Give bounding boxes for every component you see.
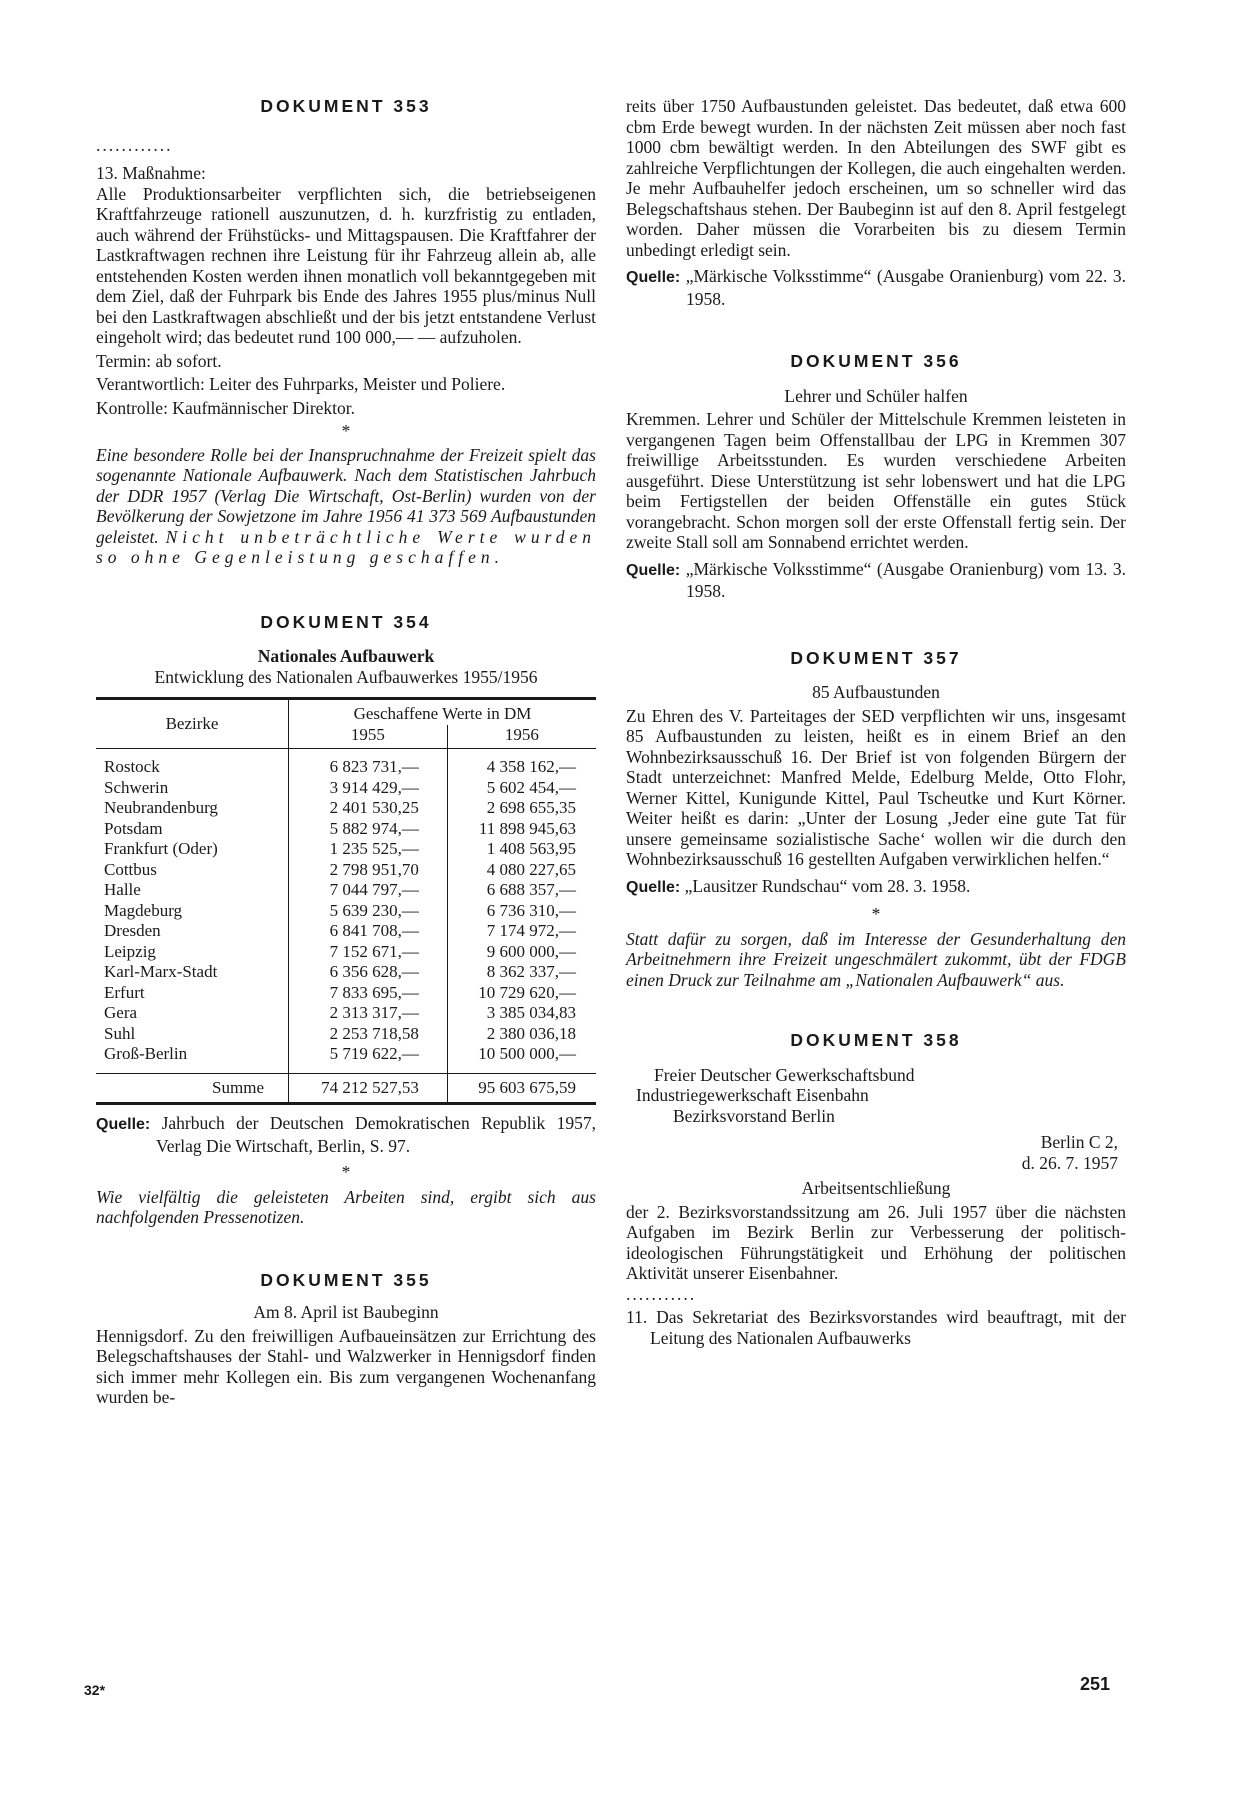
- doc358-org1: Freier Deutscher Gewerkschaftsbund: [654, 1064, 915, 1085]
- doc358-heading: DOKUMENT 358: [790, 1030, 962, 1050]
- table-row: [96, 901, 596, 922]
- table-row: [96, 798, 596, 819]
- table-row: [96, 819, 596, 840]
- doc358-org3: Bezirksvorstand Berlin: [673, 1105, 835, 1126]
- bezirk-name: Magdeburg: [104, 900, 183, 920]
- value-1956: 8 362 337,—: [447, 962, 596, 983]
- col-group: Geschaffene Werte in DM: [289, 699, 597, 725]
- doc358-date: d. 26. 7. 1957: [1021, 1152, 1118, 1173]
- doc353-body: Alle Produktionsarbeiter verpflichten sich, die betriebseigenen Kraftfahrzeuge rationell auszunutzen, d. h. kurzfristig zu entladen, auch während der Frühstücks- und Mittagspausen. Die Kraftfahrer der Lastkraftwagen rechnen ihre Leistung für ihr Fahrzeug allein ab, alle entstehenden Kosten werden ihnen monatlich voll bekanntgegeben mit dem Ziel, daß der Fuhrpark bis Ende des Jahres 1955 plus/minus Null bei den Lastkraftwagen abschließt und der bis jetzt entstandene Verlust eingeholt wird; das bedeutet rund 100 000,— — aufzuholen.: [96, 183, 596, 347]
- value-1955: 2 401 530,25: [289, 798, 448, 819]
- table-row: [96, 839, 596, 860]
- value-1955: 5 882 974,—: [289, 819, 448, 840]
- doc353-star: *: [341, 421, 351, 441]
- bezirk-name: Leipzig: [104, 941, 156, 961]
- value-1955: 2 253 718,58: [289, 1024, 448, 1045]
- doc356-title: Lehrer und Schüler halfen: [784, 385, 968, 406]
- bezirk-name: Potsdam: [104, 818, 163, 838]
- value-1956: 6 688 357,—: [447, 880, 596, 901]
- table-row: [96, 983, 596, 1004]
- page-number: 251: [1080, 1674, 1111, 1694]
- value-1956: 2 380 036,18: [447, 1024, 596, 1045]
- value-1956: 1 408 563,95: [447, 839, 596, 860]
- value-1955: 5 719 622,—: [289, 1044, 448, 1065]
- quelle-label: Quelle:: [626, 269, 681, 286]
- quelle-label: Quelle:: [96, 1116, 151, 1133]
- bezirk-name: Schwerin: [104, 777, 169, 797]
- doc353-heading: DOKUMENT 353: [260, 96, 432, 116]
- value-1956: 4 358 162,—: [447, 757, 596, 778]
- value-1956: 11 898 945,63: [447, 819, 596, 840]
- value-1956: 5 602 454,—: [447, 778, 596, 799]
- table-row: [96, 1044, 596, 1065]
- table-row: [96, 921, 596, 942]
- doc358-place: Berlin C 2,: [1040, 1132, 1118, 1152]
- table-row: [96, 1024, 596, 1045]
- doc353-comment-a: Eine besondere Rolle bei der Inanspruchnahme der Freizeit spielt das sogenannte Nationale Aufbauwerk. Nach dem Statistischen Jahrbuch der DDR 1957 (Verlag Die Wirtschaft, Ost-Berlin) wurden von der Bevölkerung der Sowjetzone im Jahre 1956 41 373 569 Aufbaustunden geleistet.: [96, 444, 596, 547]
- value-1955: 7 833 695,—: [289, 983, 448, 1004]
- doc353-verantwortlich: Verantwortlich: Leiter des Fuhrparks, Meister und Poliere.: [96, 374, 506, 394]
- doc357-comment: Statt dafür zu sorgen, daß im Interesse der Gesunderhaltung den Arbeitnehmern ihre Freizeit ungeschmälert zukommt, übt der FDGB einen Druck zur Teilnahme am „Nationalen Aufbauwerk“ aus.: [626, 928, 1126, 990]
- value-1955: 2 313 317,—: [289, 1003, 448, 1024]
- value-1955: 6 841 708,—: [289, 921, 448, 942]
- summe-1955: 74 212 527,53: [289, 1073, 448, 1104]
- table-row: [96, 778, 596, 799]
- quelle-label: Quelle:: [626, 561, 681, 579]
- doc356-heading: DOKUMENT 356: [790, 351, 962, 371]
- value-1956: 6 736 310,—: [447, 901, 596, 922]
- value-1955: 6 356 628,—: [289, 962, 448, 983]
- table-row: [96, 860, 596, 881]
- summe-label: Summe: [96, 1073, 289, 1104]
- doc355-body: Hennigsdorf. Zu den freiwilligen Aufbaueinsätzen zur Errichtung des Belegschaftshauses der Stahl- und Walzwerker in Hennigsdorf finden sich immer mehr Kollegen ein. Bis zum vergangenen Wochenanfang wurden be-: [96, 1325, 596, 1407]
- value-1955: 5 639 230,—: [289, 901, 448, 922]
- doc357-quelle: [626, 876, 1126, 899]
- doc353-massnahme: 13. Maßnahme:: [96, 163, 206, 183]
- doc358-item11: 11. Das Sekretariat des Bezirksvorstandes wird beauftragt, mit der Leitung des Nationalen Aufbauwerks: [626, 1307, 1126, 1348]
- value-1955: 6 823 731,—: [289, 757, 448, 778]
- value-1956: 9 600 000,—: [447, 942, 596, 963]
- bezirk-name: Groß-Berlin: [104, 1044, 188, 1063]
- col-1955: 1955: [289, 725, 448, 749]
- left-column: [96, 96, 596, 1408]
- bezirk-name: Neubrandenburg: [104, 798, 218, 817]
- bezirk-name: Erfurt: [104, 982, 145, 1002]
- value-1956: 4 080 227,65: [447, 860, 596, 881]
- doc358-org2: Industriegewerkschaft Eisenbahn: [636, 1085, 869, 1105]
- table-row: [96, 880, 596, 901]
- bezirk-name: Suhl: [104, 1023, 136, 1043]
- value-1955: 2 798 951,70: [289, 860, 448, 881]
- doc354-star: *: [341, 1162, 351, 1182]
- doc357-title: 85 Aufbaustunden: [812, 682, 940, 702]
- quelle-text: „Lausitzer Rundschau“ vom 28. 3. 1958.: [684, 875, 971, 896]
- doc354-subtitle: Entwicklung des Nationalen Aufbauwerkes 1955/1956: [154, 666, 538, 687]
- doc353-ellipsis: ............: [96, 134, 173, 155]
- doc353-kontrolle: Kontrolle: Kaufmännischer Direktor.: [96, 397, 356, 418]
- doc358-body: der 2. Bezirksvorstandssitzung am 26. Juli 1957 über die nächsten Aufgaben im Bezirk Berlin zur Verbesserung der politisch-ideologischen Führungstätigkeit und Erhöhung der politischen Aktivität unserer Eisenbahner.: [626, 1201, 1126, 1283]
- value-1955: 7 152 671,—: [289, 942, 448, 963]
- value-1955: 3 914 429,—: [289, 778, 448, 799]
- doc358-title: Arbeitsentschließung: [801, 1178, 951, 1198]
- quelle-text: Jahrbuch der Deutschen Demokratischen Republik 1957, Verlag Die Wirtschaft, Berlin, S. 97.: [156, 1113, 596, 1156]
- quelle-text: „Märkische Volksstimme“ (Ausgabe Oranienburg) vom 22. 3. 1958.: [685, 266, 1126, 309]
- doc356-quelle: [626, 559, 1126, 602]
- doc354-title: Nationales Aufbauwerk: [257, 646, 435, 666]
- table-row: [96, 1003, 596, 1024]
- doc353-termin: Termin: ab sofort.: [96, 350, 222, 371]
- table-row: [96, 962, 596, 983]
- doc353-comment: [96, 445, 596, 568]
- value-1956: 2 698 655,35: [447, 798, 596, 819]
- doc357-star: *: [871, 904, 881, 924]
- doc355-heading: DOKUMENT 355: [260, 1269, 432, 1290]
- value-1956: 10 500 000,—: [447, 1044, 596, 1065]
- doc357-heading: DOKUMENT 357: [790, 647, 962, 668]
- col-bezirke: Bezirke: [96, 699, 289, 749]
- value-1956: 7 174 972,—: [447, 921, 596, 942]
- doc355-title: Am 8. April ist Baubeginn: [253, 1302, 439, 1322]
- table-row: [96, 942, 596, 963]
- doc358-ellipsis: ...........: [626, 1283, 697, 1304]
- value-1956: 10 729 620,—: [447, 983, 596, 1004]
- col-1956: 1956: [447, 725, 596, 749]
- bezirk-name: Frankfurt (Oder): [104, 839, 218, 858]
- doc357-body: Zu Ehren des V. Parteitages der SED verpflichten wir uns, insgesamt 85 Aufbaustunden zu leisten, heißt es in einem Brief an den Wohnbezirksausschuß 16. Der Brief ist von folgenden Bürgern der Stadt unterzeichnet: Manfred Melde, Edelburg Melde, Otto Flohr, Werner Kittel, Kunigunde Kittel, Paul Tscheutke und Kurt Körner. Weiter heißt es darin: „Unter der Losung ‚Jeder eine gute Tat für unsere gemeinsame sozialistische Sache‘ wollen wir die durch den Wohnbezirksausschuß 16 gestellten Aufgaben verwirklichen helfen.“: [626, 705, 1126, 869]
- doc355-quelle: [626, 266, 1126, 309]
- quelle-text: „Märkische Volksstimme“ (Ausgabe Oranienburg) vom 13. 3. 1958.: [685, 558, 1126, 601]
- doc354-comment: Wie vielfältig die geleisteten Arbeiten sind, ergibt sich aus nachfolgenden Pressenotizen.: [96, 1186, 596, 1227]
- summe-1956: 95 603 675,59: [447, 1073, 596, 1104]
- doc353-comment-b: Nicht unbeträchtliche Werte wurden so ohne Gegenleistung geschaffen.: [96, 526, 596, 567]
- bezirk-name: Karl-Marx-Stadt: [104, 962, 218, 981]
- value-1955: 7 044 797,—: [289, 880, 448, 901]
- right-column: [626, 96, 1126, 1348]
- aufbauwerk-table: [96, 697, 596, 1105]
- doc354-quelle: [96, 1113, 596, 1156]
- bezirk-name: Dresden: [104, 921, 161, 940]
- value-1956: 3 385 034,83: [447, 1003, 596, 1024]
- doc355-continuation: reits über 1750 Aufbaustunden geleistet. Das bedeutet, daß etwa 600 cbm Erde bewegt wurden. In der nächsten Zeit müssen aber noch fast 1000 cbm bewältigt werden. In den Abteilungen des SWF gibt es zahlreiche Verpflichtungen der Kollegen, die auch eingehalten werden. Je mehr Aufbauhelfer jedoch erscheinen, um so schneller wird das Belegschaftshaus stehen. Der Baubeginn ist auf den 8. April festgelegt worden. Daher müssen die Vorarbeiten bis zu diesem Termin unbedingt erledigt sein.: [626, 96, 1126, 260]
- bezirk-name: Rostock: [104, 757, 160, 776]
- doc354-heading: DOKUMENT 354: [260, 611, 432, 632]
- bezirk-name: Cottbus: [104, 859, 157, 879]
- table-row: [96, 757, 596, 778]
- bezirk-name: Gera: [104, 1003, 138, 1022]
- value-1955: 1 235 525,—: [289, 839, 448, 860]
- quelle-label: Quelle:: [626, 878, 681, 896]
- doc356-body: Kremmen. Lehrer und Schüler der Mittelschule Kremmen leisteten in vergangenen Tagen beim Offenstallbau der LPG in Kremmen 307 freiwillige Arbeitsstunden. Es wurden verschiedene Arbeiten ausgeführt. Diese Unterstützung ist sehr lobenswert und hat die LPG beim Fertigstellen der beiden Offenställe ein gutes Stück vorangebracht. Schon morgen soll der erste Offenstall fertig sein. Der zweite Stall soll am Sonnabend errichtet werden.: [626, 409, 1126, 552]
- signature-mark: 32*: [84, 1682, 106, 1698]
- bezirk-name: Halle: [104, 880, 141, 899]
